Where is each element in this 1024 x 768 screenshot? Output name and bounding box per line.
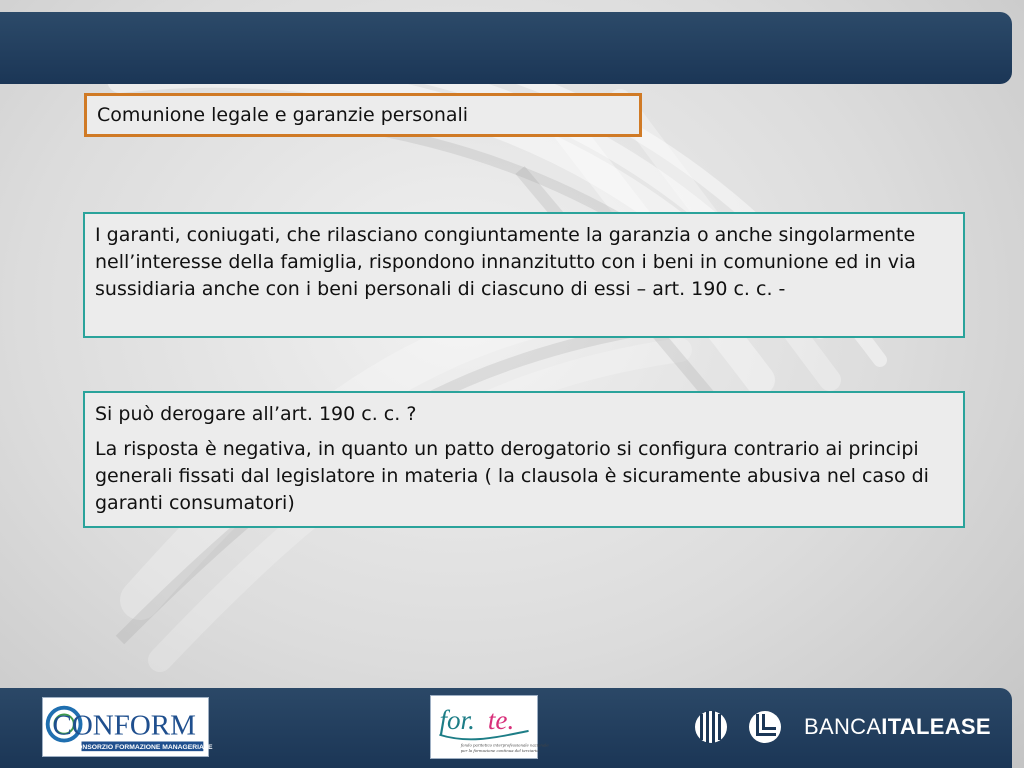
banca-bold-text: ITALEASE bbox=[881, 714, 991, 739]
banca-light-text: BANCA bbox=[804, 714, 882, 739]
forte-tagline-1: fondo paritetico interprofessionale nazionale bbox=[460, 742, 549, 748]
forte-logo bbox=[430, 695, 549, 759]
conform-wordmark: CONFORM bbox=[52, 709, 196, 742]
answer-text: La risposta è negativa, in quanto un patto derogatorio si configura contrario ai principi generali fissati dal legislatore in materia ( la clausola è sicuramente abusiva nel caso di garanti consumatori) bbox=[95, 438, 929, 514]
header-bar bbox=[0, 12, 1012, 84]
text-box-deroga bbox=[83, 391, 965, 528]
text-box-garanti: I garanti, coniugati, che rilasciano congiuntamente la garanzia o anche singolarmente nell’interesse della famiglia, rispondono innanzitutto con i beni in comunione ed in via sussidiaria anche con i beni personali di ciascuno di essi – art. 190 c. c. - bbox=[83, 212, 965, 338]
slide-title: Comunione legale e garanzie personali bbox=[84, 93, 642, 137]
conform-logo bbox=[42, 697, 213, 757]
conform-subtitle: CONSORZIO FORMAZIONE MANAGERIALE bbox=[72, 744, 213, 752]
bancaitalease-wordmark bbox=[804, 714, 991, 740]
forte-wordmark-te: te. bbox=[487, 704, 515, 735]
forte-wordmark-for: for. bbox=[439, 704, 475, 735]
bancaitalease-logo bbox=[694, 706, 994, 748]
forte-tagline-2: per la formazione continua del terziario bbox=[460, 748, 539, 754]
bancaitalease-mark-icon bbox=[694, 706, 794, 748]
question-text: Si può derogare all’art. 190 c. c. ? bbox=[95, 403, 417, 425]
